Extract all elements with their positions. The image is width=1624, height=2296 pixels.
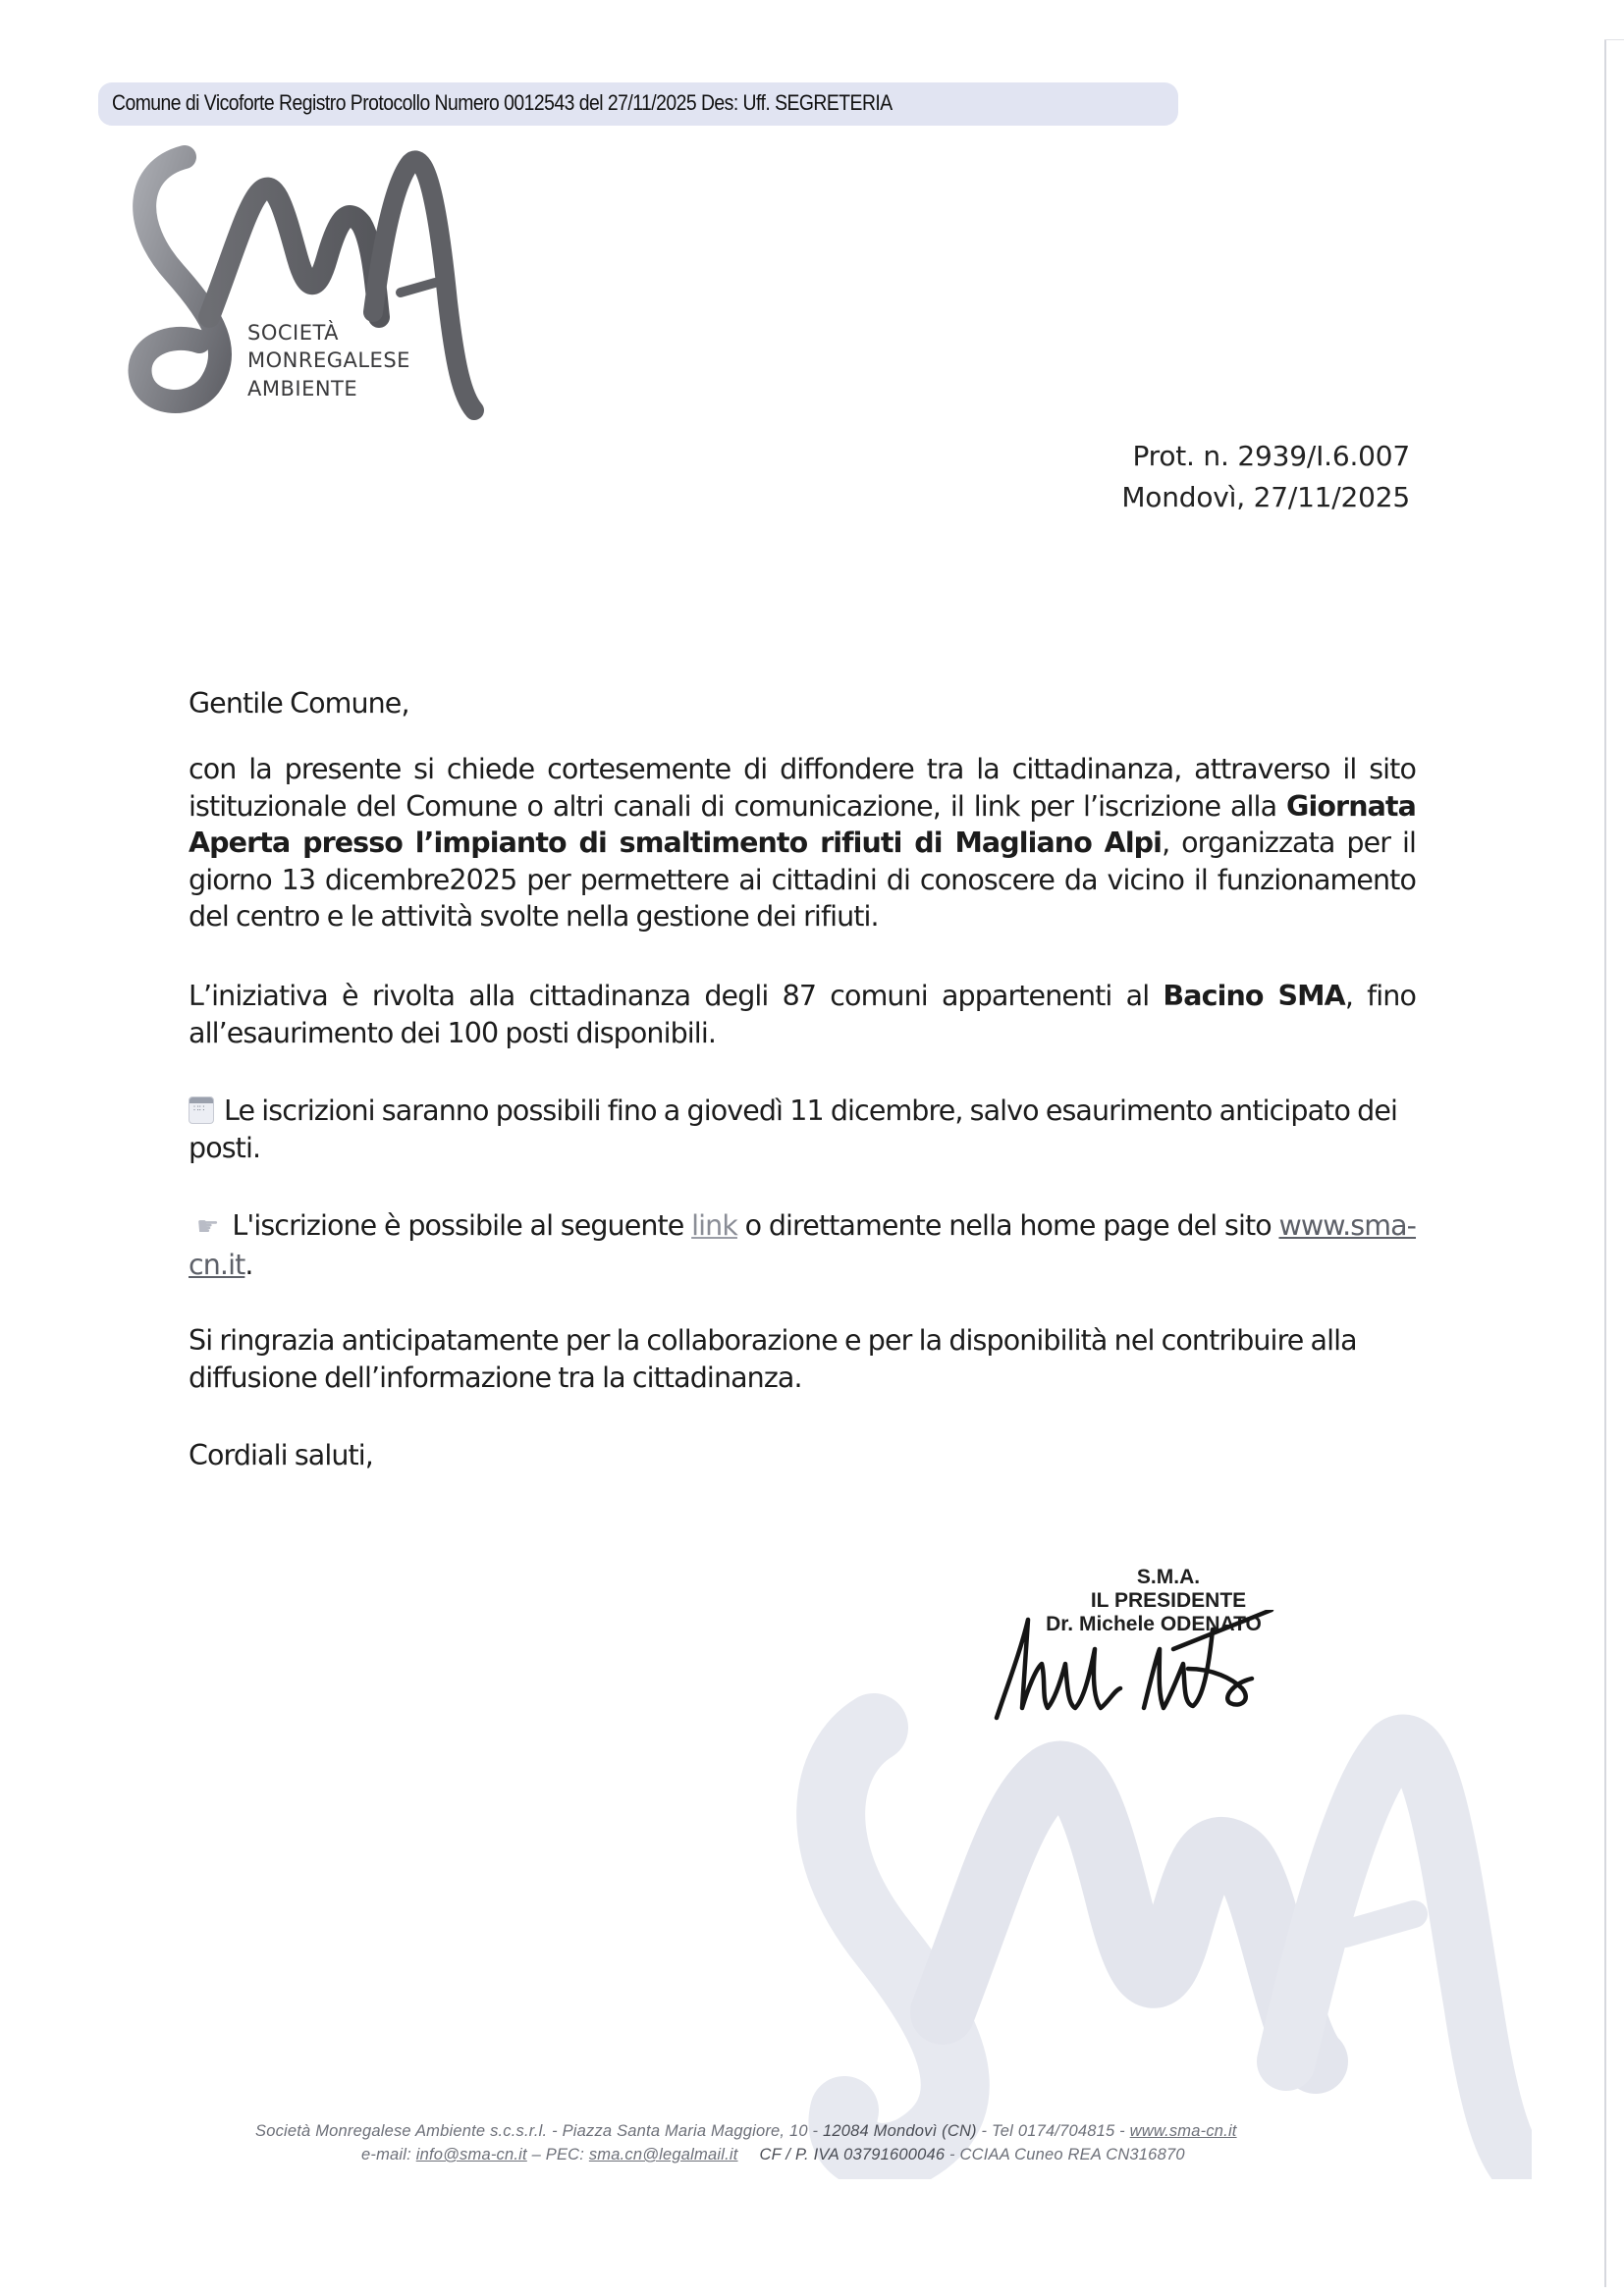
footer-rea: CCIAA Cuneo REA CN316870 [959, 2146, 1185, 2163]
text: L'iscrizione è possibile al seguente [232, 1209, 692, 1242]
paragraph-thanks: Si ringrazia anticipatamente per la collaborazione e per la disponibilità nel contribuire alla diffusione dell’informazione tra la cittadinanza. [189, 1324, 1357, 1394]
text: . [244, 1248, 253, 1281]
bacino-name: Bacino SMA [1163, 980, 1345, 1012]
separator: - [807, 2122, 823, 2140]
separator: - [1114, 2122, 1130, 2140]
sma-watermark [766, 1688, 1532, 2179]
footer-phone: Tel 0174/704815 [992, 2122, 1115, 2140]
separator: - [547, 2122, 563, 2140]
footer-line-1 [255, 2122, 1237, 2141]
separator: - [945, 2146, 960, 2163]
calendar-icon [189, 1096, 214, 1124]
logo-text-line: MONREGALESE [247, 348, 410, 372]
scan-border-line [1604, 39, 1606, 2287]
registration-link[interactable]: link [691, 1209, 737, 1242]
logo-text-line: SOCIETÀ [247, 321, 340, 345]
text: , fino all’esaurimento dei 100 posti disponibili. [189, 980, 1417, 1049]
signature-role: IL PRESIDENTE [1090, 1589, 1247, 1612]
text: con la presente si chiede cortesemente di diffondere tra la cittadinanza, attraverso il sito istituzionale del Comune o altri canali di comunicazione, il link per l’iscrizione alla [189, 753, 1416, 823]
signature-name: Dr. Michele ODENATO [1046, 1613, 1262, 1635]
signature-org: S.M.A. [1136, 1566, 1201, 1588]
paragraph-registration [189, 1207, 1416, 1283]
text: , organizzata per il giorno 13 dicembre2025 per permettere ai cittadini di conoscere da vicino il funzionamento del centro e le attività svolte nella gestione dei rifiuti. [189, 827, 1416, 933]
footer-company: Società Monregalese Ambiente s.c.s.r.l. [255, 2122, 548, 2140]
paragraph-request [189, 751, 1416, 935]
pointing-hand-icon: ☛ [196, 1212, 219, 1242]
place-date: Mondovì, 27/11/2025 [1121, 481, 1410, 513]
footer-website-link[interactable]: www.sma-cn.it [1129, 2122, 1237, 2140]
paragraph-deadline [189, 1093, 1416, 1166]
logo-text-line: AMBIENTE [247, 377, 358, 400]
footer-line-2 [361, 2146, 1185, 2164]
paragraph-audience [189, 978, 1416, 1051]
footer-pec-link[interactable]: sma.cn@legalmail.it [588, 2146, 738, 2163]
handwritten-signature [977, 1610, 1291, 1728]
footer-city: 12084 Mondovì (CN) [823, 2122, 977, 2140]
protocol-stamp-text: Comune di Vicoforte Registro Protocollo Numero 0012543 del 27/11/2025 Des: Uff. SEGRETERIA [112, 90, 893, 115]
closing: Cordiali saluti, [189, 1439, 373, 1471]
footer-address: Piazza Santa Maria Maggiore, 10 [562, 2122, 808, 2140]
protocol-number: Prot. n. 2939/I.6.007 [1132, 440, 1410, 472]
footer-email-link[interactable]: info@sma-cn.it [415, 2146, 527, 2163]
pec-label: – PEC: [526, 2146, 589, 2163]
text: L’iniziativa è rivolta alla cittadinanza degli 87 comuni appartenenti al [189, 980, 1164, 1012]
website-link[interactable]: www.sma-cn.it [189, 1209, 1417, 1281]
text: o direttamente nella home page del sito [736, 1209, 1279, 1242]
email-label: e-mail: [361, 2146, 416, 2163]
greeting: Gentile Comune, [189, 687, 409, 720]
scan-border-corner [1604, 39, 1624, 40]
text: Le iscrizioni saranno possibili fino a giovedì 11 dicembre, salvo esaurimento anticipato dei posti. [189, 1095, 1397, 1164]
event-name: Giornata Aperta presso l’impianto di smaltimento rifiuti di Magliano Alpi [189, 789, 1416, 859]
footer-vat: CF / P. IVA 03791600046 [759, 2146, 946, 2163]
separator: - [976, 2122, 993, 2140]
